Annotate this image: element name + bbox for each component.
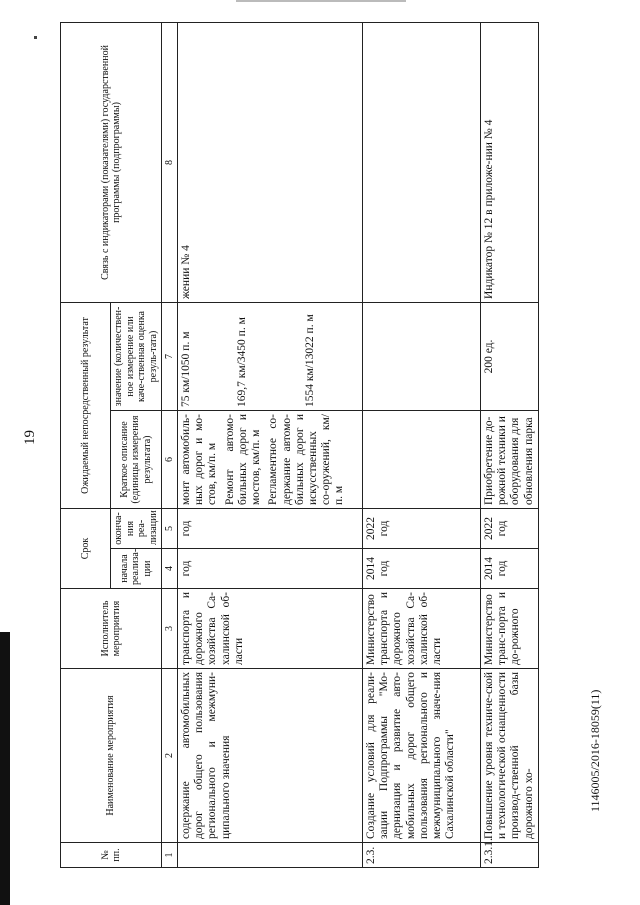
result-description-item: Ремонт автомо-бильных дорог и мостов, км/п. м — [223, 414, 263, 505]
scan-top-strip — [236, 0, 406, 2]
table-row — [178, 22, 363, 867]
result-description-item: Регламентное со-держание автомо-бильных дорог и искусственных со-оружений, км/п. м — [267, 414, 346, 505]
measure-name: Создание условий для реали-зации Подпрограммы "Мо-дернизация и развитие авто-мобильных дорог общего пользования регионального и межмуниципального значе-ния Сахалинской области" — [363, 669, 481, 843]
header-short-desc: Краткое описание (единицы измерения результата) — [111, 411, 162, 509]
column-number-row — [162, 22, 178, 867]
header-term: Срок — [61, 509, 111, 589]
term-end: 2022 год — [363, 509, 481, 549]
result-value-item: 200 ед. — [483, 339, 495, 374]
result-description-item: Приобретение до-рожной техники и оборудования для обновления парка — [483, 416, 535, 505]
col-number: 7 — [162, 302, 178, 410]
measure-name: Повышение уровня техниче-ской и технологической оснащенности производ-ственной базы дорожного хо- — [481, 669, 539, 843]
result-description — [363, 411, 481, 509]
result-value-item: 169,7 км/3450 п. м — [236, 317, 248, 407]
col-number: 5 — [162, 509, 178, 549]
header-term-start: начала реализа-ции — [111, 549, 162, 589]
col-number: 8 — [162, 22, 178, 302]
table-row — [363, 22, 481, 867]
term-start: год — [178, 549, 363, 589]
measure-name: содержание автомобильных дорог общего пользования регионального и межмуни-ципального значения — [178, 669, 363, 843]
program-measures-table — [60, 22, 539, 868]
result-value — [481, 302, 539, 410]
col-number: 3 — [162, 589, 178, 669]
term-end: год — [178, 509, 363, 549]
term-end: 2022 год — [481, 509, 539, 549]
term-start: 2014 год — [363, 549, 481, 589]
header-term-end: оконча-ния реа-лизации — [111, 509, 162, 549]
result-value — [178, 302, 363, 410]
indicator-link — [363, 22, 481, 302]
result-value-item: 1554 км/13022 п. м — [304, 314, 316, 407]
col-number: 2 — [162, 669, 178, 843]
result-description — [178, 411, 363, 509]
scan-binding-edge — [0, 632, 10, 905]
row-number: 2.3. — [363, 843, 481, 868]
header-no: № пп. — [61, 843, 162, 868]
col-number: 6 — [162, 411, 178, 509]
scan-dot — [34, 36, 37, 39]
result-description-item: монт автомобиль-ных дорог и мо-стов, км/п. м — [180, 414, 219, 505]
measure-executor: транспорта и дорожного хозяйства Са-халинской об-ласти — [178, 589, 363, 669]
measure-executor: Министерство транспорта и дорожного хозяйства Са-халинской об-ласти — [363, 589, 481, 669]
header-value: значение (количествен-ное измерение или каче-ственная оценка резуль-тата) — [111, 302, 162, 410]
term-start: 2014 год — [481, 549, 539, 589]
row-number: 2.3.1. — [481, 843, 539, 868]
result-value-item: 75 км/1050 п. м — [180, 331, 192, 407]
col-number: 1 — [162, 843, 178, 868]
header-name: Наименование мероприятия — [61, 669, 162, 843]
measure-executor: Министерство транс-порта и до-рожного — [481, 589, 539, 669]
result-value — [363, 302, 481, 410]
rotated-table-page — [60, 23, 535, 868]
indicator-link: Индикатор № 12 в приложе-нии № 4 — [481, 22, 539, 302]
indicator-link: жении № 4 — [178, 22, 363, 302]
row-number — [178, 843, 363, 868]
document-code: 1146005/2016-18059(11) — [588, 689, 602, 812]
page-number: 19 — [22, 430, 38, 445]
header-link: Связь с индикаторами (показателями) государственной программы (подпрограммы) — [61, 22, 162, 302]
header-expected: Ожидаемый непосредственный результат — [61, 302, 111, 508]
result-description — [481, 411, 539, 509]
table-row — [481, 22, 539, 867]
col-number: 4 — [162, 549, 178, 589]
header-executor: Исполнитель мероприятия — [61, 589, 162, 669]
